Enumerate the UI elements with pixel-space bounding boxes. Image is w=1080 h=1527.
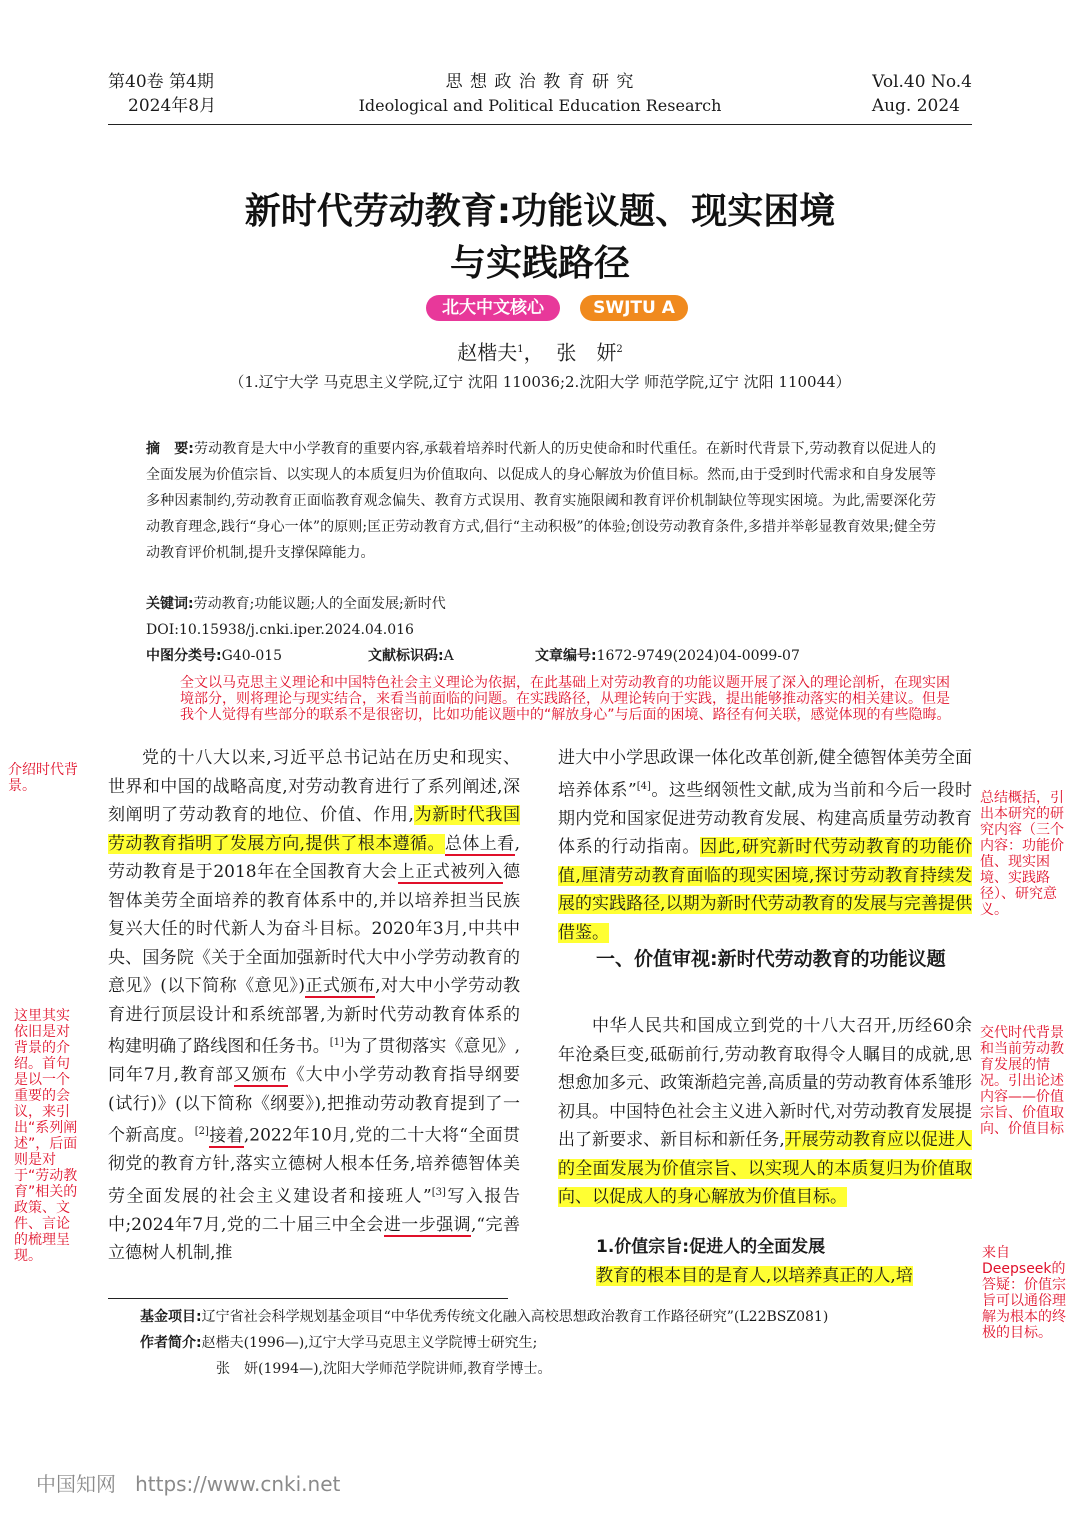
cnki-url[interactable]: https://www.cnki.net	[135, 1472, 341, 1496]
text-span: 进大中小学思政课一体化改革创新,健全德智体美劳全面培养体系”	[558, 748, 972, 801]
date-en: Aug. 2024	[871, 96, 960, 116]
section-heading-1: 一、价值审视:新时代劳动教育的功能议题	[596, 948, 946, 970]
author-bio-1	[140, 1330, 537, 1356]
author-bio-label: 作者简介:	[140, 1335, 202, 1351]
author-bio-text: 赵楷夫(1996—),辽宁大学马克思主义学院博士研究生;	[201, 1335, 538, 1351]
journal-name-en: Ideological and Political Education Research	[358, 96, 722, 115]
keywords-text: 劳动教育;功能议题;人的全面发展;新时代	[193, 596, 446, 612]
abstract-label: 摘 要:	[146, 441, 194, 457]
core-journal-badge[interactable]: 北大中文核心	[426, 295, 560, 321]
clc-value: G40-015	[221, 648, 283, 664]
citation-ref[interactable]: [1]	[329, 1037, 344, 1048]
highlight: 因此,研究新时代劳动教育的功能价值,厘清劳动教育面临的现实困境,探讨劳动教育持续发展的实践路径,以期为新时代劳动教育的发展与完善提供借鉴。	[558, 837, 973, 943]
text-span: ,2022年10月,党的二十大将“全面贯彻党的教育方针,落实立德树人根本任务,培养德智体美劳全面发展的社会主义建设者和接班人”	[108, 1125, 520, 1207]
text-span: 写入报告中;2024年7月,党的二十届三中全会	[108, 1186, 520, 1235]
annotation-left-2: 这里其实依旧是对背景的介绍。首句是以一个重要的会议，来引出“系列阐述”，后面则是对于“劳动教育”相关的政策、文件、言论的梳理呈现。	[14, 1008, 78, 1264]
underlined-text: 进一步强调	[383, 1214, 472, 1235]
annotation-right-1: 总结概括，引出本研究的研究内容（三个内容：功能价值、现实困境、实践路径）、研究意义。	[980, 790, 1064, 918]
text-span: 党的十八大以来,习近平总书记站在历史和现实、世界和中国的战略高度,对劳动教育进行了系列阐述,深刻阐明了劳动教育的地位、价值、作用,	[108, 748, 520, 825]
footnote-rule	[108, 1298, 508, 1299]
abstract	[146, 436, 936, 566]
funding-note	[140, 1304, 828, 1330]
swjtu-badge[interactable]: SWJTU A	[580, 295, 688, 321]
volume-en: Vol.40 No.4	[872, 72, 972, 92]
article-number	[535, 644, 800, 668]
subheading-1: 1.价值宗旨:促进人的全面发展	[596, 1237, 826, 1257]
journal-volume-issue: 第40卷 第4期	[108, 72, 214, 92]
body-left-column	[108, 744, 520, 1268]
abstract-text: 劳动教育是大中小学教育的重要内容,承载着培养时代新人的历史使命和时代重任。在新时代背景下,劳动教育以促进人的全面发展为价值宗旨、以实现人的本质复归为价值取向、以促成人的身心解放为价值目标。然而,由于受到时代需求和自身发展等多种因素制约,劳动教育正面临教育观念偏失、教育方式误用、教育实施限阈和教育评价机制缺位等现实困境。为此,需要深化劳动教育理念,践行“身心一体”的原则;匡正劳动教育方式,倡行“主动积极”的体验;创设劳动教育条件,多措并举彰显教育效果;健全劳动教育评价机制,提升支撑保障能力。	[146, 441, 936, 561]
body-right-column-p3	[596, 1262, 972, 1291]
citation-ref[interactable]: [4]	[636, 780, 651, 792]
article-value: 1672-9749(2024)04-0099-07	[596, 648, 800, 664]
annotation-summary: 全文以马克思主义理论和中国特色社会主义理论为依据，在此基础上对劳动教育的功能议题开展了深入的理论剖析，在现实困境部分，则将理论与现实结合，来看当前面临的问题。在实践路径，从理论转向于实践，提出能够推动落实的相关建议。但是我个人觉得有些部分的联系不是很密切，比如功能议题中的“解放身心”与后面的困境、路径有何关联，感觉体现的有些隐晦。	[180, 675, 951, 723]
underlined-text: 又颁布	[233, 1065, 288, 1086]
cnki-watermark	[36, 1468, 340, 1497]
article-title-line2: 与实践路径	[449, 243, 630, 284]
highlight: 为新时代我国劳动教育指明了发展方向,提供了根本遵循。	[108, 805, 521, 854]
body-right-column-p2	[558, 1012, 972, 1212]
author-1: 赵楷夫	[457, 340, 518, 365]
authors	[0, 335, 1080, 368]
annotation-right-2: 交代时代背景和当前劳动教育发展的情况。引出论述内容——价值宗旨、价值取向、价值目标	[980, 1025, 1064, 1137]
underlined-text: 总体上看	[444, 833, 515, 854]
highlight: 教育的根本目的是育人,以培养真正的人,培	[596, 1266, 913, 1286]
citation-ref[interactable]: [2]	[194, 1126, 209, 1138]
underlined-text: 正式颁布	[304, 976, 376, 996]
underlined-text: 接着	[208, 1125, 244, 1146]
funding-text: 辽宁省社会科学规划基金项目“中华优秀传统文化融入高校思想政治教育工作路径研究”(L22BSZ081)	[201, 1309, 829, 1325]
author-separator: ，	[523, 340, 544, 365]
article-title-line1: 新时代劳动教育:功能议题、现实困境	[244, 191, 836, 232]
text-span: 。这些纲领性文献,成为当前和今后一段时期内党和国家促进劳动教育发展、构建高质量劳动教育体系的行动指南。	[558, 780, 972, 858]
underlined-text: 上正式被列入	[397, 862, 504, 882]
author-1-affil: 1	[517, 344, 524, 355]
cnki-logo-text: 中国知网	[36, 1472, 116, 1496]
keywords	[146, 592, 446, 616]
keywords-label: 关键词:	[146, 596, 194, 612]
text-span: 德智体美劳全面培养的教育体系中的,并以培养担当民族复兴大任的时代新人为奋斗目标。2020年3月,中共中央、国务院《关于全面加强新时代大中小学劳动教育的意见》(以下简称《意见》)	[108, 862, 521, 996]
citation-ref[interactable]: [3]	[431, 1186, 446, 1198]
text-span: 中华人民共和国成立到党的十八大召开,历经60余年沧桑巨变,砥砺前行,劳动教育取得令人瞩目的成就,思想愈加多元、政策渐趋完善,高质量的劳动教育体系雏形初具。中国特色社会主义进入新时代,对劳动教育发展提出了新要求、新目标和新任务,	[558, 1016, 972, 1150]
text-span: ,劳动教育是于2018年在全国教育大会	[108, 833, 521, 882]
clc-number	[146, 644, 282, 668]
header-rule	[108, 124, 972, 125]
clc-label: 中图分类号:	[146, 648, 222, 664]
text-span: 为了贯彻落实《意见》,同年7月,教育部	[108, 1036, 521, 1086]
funding-label: 基金项目:	[140, 1309, 202, 1325]
author-2-affil: 2	[616, 344, 623, 355]
body-right-column-p1	[558, 744, 972, 947]
annotation-right-3: 来自Deepseek的答疑：价值宗旨可以通俗理解为根本的终极的目标。	[982, 1245, 1066, 1341]
text-span: ,“完善立德树人机制,推	[108, 1214, 520, 1264]
annotation-left-1: 介绍时代背景。	[8, 762, 78, 794]
doi[interactable]: DOI:10.15938/j.cnki.iper.2024.04.016	[146, 622, 414, 638]
text-span: ,对大中小学劳动教育进行顶层设计和系统部署,为新时代劳动教育体系的构建明确了路线图和任务书。	[108, 976, 521, 1057]
author-2: 张 妍	[556, 340, 617, 365]
document-code	[368, 644, 454, 668]
journal-date: 2024年8月	[128, 96, 217, 116]
journal-name-cn: 思 想 政 治 教 育 研 究	[445, 72, 635, 92]
highlight: 开展劳动教育应以促进人的全面发展为价值宗旨、以实现人的本质复归为价值取向、以促成人的身心解放为价值目标。	[558, 1130, 973, 1207]
code-label: 文献标识码:	[368, 648, 444, 664]
article-label: 文章编号:	[535, 648, 597, 664]
affiliations: （1.辽宁大学 马克思主义学院,辽宁 沈阳 110036;2.沈阳大学 师范学院,辽宁 沈阳 110044）	[229, 373, 851, 391]
code-value: A	[443, 648, 454, 664]
text-span: 《大中小学劳动教育指导纲要(试行)》(以下简称《纲要》),把推动劳动教育提到了一个新高度。	[108, 1065, 520, 1146]
author-bio-2: 张 妍(1994—),沈阳大学师范学院讲师,教育学博士。	[216, 1361, 552, 1377]
